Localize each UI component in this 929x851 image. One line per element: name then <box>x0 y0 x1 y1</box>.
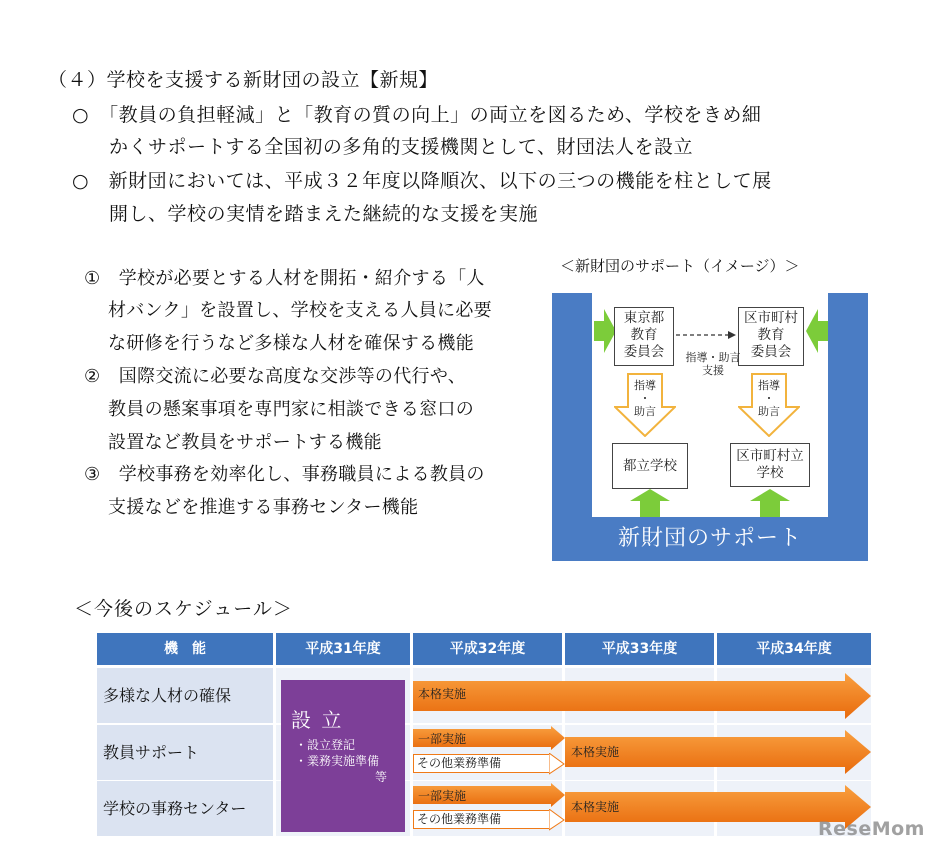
box-tokyo-l2: 教育 <box>630 327 658 343</box>
diagram-footer: 新財団のサポート <box>617 526 802 551</box>
green-arrow-up-left-icon <box>630 489 670 517</box>
box-metropolitan-school: 都立学校 <box>612 443 688 489</box>
header-function: 機 能 <box>97 633 273 665</box>
row3-prep-arrowhead-icon <box>549 809 565 831</box>
down-left-l1: 指導 <box>634 379 656 392</box>
header-h33: 平成33年度 <box>565 633 714 665</box>
guide-label-l1: 指導・助言 <box>685 351 741 364</box>
row3-prep-box: その他業務準備 <box>413 810 550 829</box>
function-1-line2: 材バンク」を設置し、学校を支える人員に必要 <box>108 300 492 321</box>
down-left-l3: 助言 <box>634 405 656 418</box>
down-right-l2: ・ <box>763 392 775 405</box>
schedule-title: ＜今後のスケジュール＞ <box>74 598 293 620</box>
row2-arrow-partial-label: 一部実施 <box>418 732 467 746</box>
function-1-line1: ① 学校が必要とする人材を開拓・紹介する「人 <box>84 268 485 289</box>
box-municipal-school-l2: 学校 <box>756 465 784 481</box>
para1-line2: かくサポートする全国初の多角的支援機関として、財団法人を設立 <box>109 136 694 158</box>
watermark-logo: ReseMom <box>818 818 925 840</box>
down-right-l1: 指導 <box>758 379 780 392</box>
establishment-title: 設 立 <box>291 708 344 732</box>
support-diagram <box>552 293 868 561</box>
green-arrow-left-icon <box>594 309 616 353</box>
green-arrow-up-right-icon <box>750 489 790 517</box>
function-2-line3: 設置など教員をサポートする機能 <box>108 432 382 453</box>
row-label-office-center: 学校の事務センター <box>97 781 275 836</box>
schedule-table <box>97 633 871 836</box>
box-municipal-school-l1: 区市町村立 <box>736 448 804 464</box>
row-label-teacher-support: 教員サポート <box>97 725 275 780</box>
box-municipal-l3: 委員会 <box>750 344 792 360</box>
diagram-title: ＜新財団のサポート（イメージ）＞ <box>560 257 800 275</box>
row3-arrow-partial-label: 一部実施 <box>418 789 467 803</box>
down-arrow-left-label <box>628 379 662 418</box>
function-3-line1: ③ 学校事務を効率化し、事務職員による教員の <box>84 464 485 485</box>
down-right-l3: 助言 <box>758 405 780 418</box>
establishment-item1: ・設立登記 <box>295 738 356 752</box>
green-arrow-right-icon <box>806 309 828 353</box>
establishment-box <box>281 680 405 832</box>
down-left-l2: ・ <box>639 392 651 405</box>
down-arrow-right-label <box>752 379 786 418</box>
header-h31: 平成31年度 <box>276 633 410 665</box>
box-municipal-school <box>730 443 810 487</box>
function-1-line3: な研修を行うなど多様な人材を確保する機能 <box>108 333 474 354</box>
row2-arrow-full-label: 本格実施 <box>571 745 620 759</box>
function-3-line2: 支援などを推進する事務センター機能 <box>108 497 419 518</box>
para2-line1: ○ 新財団においては、平成３２年度以降順次、以下の三つの機能を柱として展 <box>72 170 772 192</box>
row-label-talent: 多様な人材の確保 <box>97 668 275 723</box>
dashed-arrow-icon <box>676 330 736 340</box>
guide-label-l2: 支援 <box>702 364 724 377</box>
establishment-item2: ・業務実施準備 <box>295 754 380 768</box>
header-h34: 平成34年度 <box>717 633 871 665</box>
row3-arrow-full-label: 本格実施 <box>571 800 620 814</box>
row2-prep-arrowhead-icon <box>549 753 565 775</box>
col-sep-1 <box>273 668 276 836</box>
box-tokyo-l3: 委員会 <box>623 344 665 360</box>
row2-prep-box: その他業務準備 <box>413 754 550 773</box>
row1-arrow <box>413 673 871 719</box>
function-2-line1: ② 国際交流に必要な高度な交渉等の代行や、 <box>84 366 467 387</box>
para2-line2: 開し、学校の実情を踏まえた継続的な支援を実施 <box>109 203 539 225</box>
para1-line1: ○ 「教員の負担軽減」と「教育の質の向上」の両立を図るため、学校をきめ細 <box>72 104 762 126</box>
row1-arrow-label: 本格実施 <box>418 687 467 701</box>
box-municipal-l2: 教育 <box>757 327 785 343</box>
box-municipal-l1: 区市町村 <box>744 310 798 326</box>
header-h32: 平成32年度 <box>413 633 562 665</box>
box-tokyo-l1: 東京都 <box>623 310 665 326</box>
guide-label <box>682 351 744 377</box>
establishment-item3: 等 <box>375 770 388 784</box>
box-municipal-board <box>738 307 804 366</box>
function-2-line2: 教員の懸案事項を専門家に相談できる窓口の <box>108 399 474 420</box>
box-tokyo-board <box>614 307 674 366</box>
section-heading: （４）学校を支援する新財団の設立【新規】 <box>48 69 439 91</box>
